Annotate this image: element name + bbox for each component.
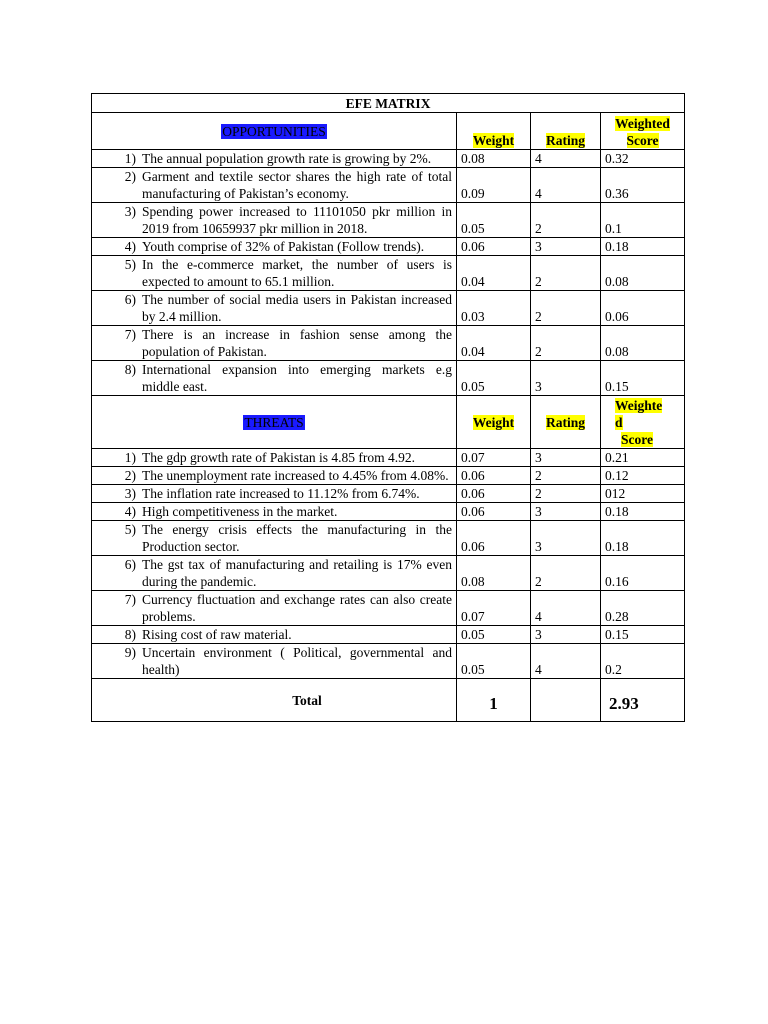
opportunity-rating: 4 [531,168,601,203]
threat-row [92,521,685,556]
opportunity-number: 8) [124,362,136,377]
opportunity-factor [92,238,457,256]
threat-text: The unemployment rate increased to 4.45% from 4.08%. [142,468,449,483]
opportunity-number: 2) [124,169,136,184]
weighted-score-header-line1: Weighte [615,398,663,413]
weighted-score-header-label: Weighted Score [615,116,670,148]
efe-matrix-table [91,93,685,722]
weighted-score-header-line3: Score [621,432,653,447]
opportunity-number: 5) [124,257,136,272]
threat-row [92,556,685,591]
opportunity-factor [92,150,457,168]
opportunity-weight: 0.09 [457,168,531,203]
opportunity-weight: 0.05 [457,203,531,238]
weight-header [457,396,531,449]
threat-number: 7) [124,592,136,607]
opportunity-row [92,168,685,203]
opportunity-weighted-score: 0.18 [601,238,685,256]
total-weighted-score: 2.93 [601,679,685,722]
opportunity-weight: 0.06 [457,238,531,256]
opportunity-factor [92,361,457,396]
opportunity-row [92,150,685,168]
threat-weighted-score: 0.15 [601,626,685,644]
opportunity-rating: 3 [531,238,601,256]
threat-text: High competitiveness in the market. [142,504,338,519]
threat-rating: 3 [531,503,601,521]
total-row [92,679,685,722]
threats-heading [92,396,457,449]
threat-weighted-score: 0.28 [601,591,685,626]
opportunity-weighted-score: 0.32 [601,150,685,168]
opportunity-weighted-score: 0.15 [601,361,685,396]
opportunity-text: Youth comprise of 32% of Pakistan (Follow trends). [142,239,425,254]
threat-weight: 0.08 [457,556,531,591]
threat-text: The gst tax of manufacturing and retailing is 17% even during the pandemic. [142,557,452,589]
opportunity-factor [92,256,457,291]
opportunity-weight: 0.05 [457,361,531,396]
threat-factor [92,521,457,556]
threat-row [92,644,685,679]
threats-label: THREATS [244,414,304,430]
opportunity-rating: 4 [531,150,601,168]
opportunity-row [92,361,685,396]
threat-row [92,591,685,626]
threat-weight: 0.06 [457,521,531,556]
opportunity-number: 6) [124,292,136,307]
opportunity-text: The number of social media users in Pakistan increased by 2.4 million. [142,292,452,324]
threat-text: The gdp growth rate of Pakistan is 4.85 from 4.92. [142,450,415,465]
threat-row [92,626,685,644]
threat-number: 3) [124,486,136,501]
opportunity-factor [92,168,457,203]
rating-header-label: Rating [545,414,585,430]
threat-weight: 0.05 [457,626,531,644]
opportunity-weighted-score: 0.36 [601,168,685,203]
title-row [92,94,685,113]
rating-header-label: Rating [545,133,585,148]
opportunity-rating: 2 [531,326,601,361]
opportunity-row [92,291,685,326]
opportunity-rating: 2 [531,203,601,238]
threat-row [92,485,685,503]
threat-text: The inflation rate increased to 11.12% from 6.74%. [142,486,420,501]
weighted-score-header-line2: d [615,415,623,430]
threat-row [92,467,685,485]
weighted-score-header [601,113,685,150]
threat-rating: 4 [531,591,601,626]
opportunity-factor [92,291,457,326]
opportunity-rating: 2 [531,291,601,326]
threat-rating: 2 [531,467,601,485]
threat-weight: 0.06 [457,485,531,503]
opportunity-row [92,326,685,361]
total-weight: 1 [457,679,531,722]
opportunity-text: In the e-commerce market, the number of users is expected to amount to 65.1 million. [142,257,452,289]
threat-weight: 0.06 [457,467,531,485]
threat-rating: 2 [531,485,601,503]
threat-row [92,503,685,521]
threat-factor [92,467,457,485]
threat-factor [92,503,457,521]
weight-header [457,113,531,150]
threat-factor [92,626,457,644]
opportunity-text: Spending power increased to 11101050 pkr million in 2019 from 10659937 pkr million in 2018. [142,204,452,236]
threat-factor [92,644,457,679]
threat-row [92,449,685,467]
threat-number: 8) [124,627,136,642]
threat-number: 9) [124,645,136,660]
opportunities-heading [92,113,457,150]
opportunity-row [92,256,685,291]
opportunity-weight: 0.03 [457,291,531,326]
total-label: Total [92,679,457,722]
threat-weighted-score: 0.18 [601,521,685,556]
opportunity-number: 7) [124,327,136,342]
threat-factor [92,556,457,591]
rating-header [531,113,601,150]
opportunity-text: The annual population growth rate is growing by 2%. [142,151,432,166]
threat-text: Currency fluctuation and exchange rates can also create problems. [142,592,452,624]
threat-text: Uncertain environment ( Political, governmental and health) [142,645,452,677]
threat-number: 1) [124,450,136,465]
threat-weighted-score: 0.21 [601,449,685,467]
threat-weighted-score: 0.2 [601,644,685,679]
threat-text: Rising cost of raw material. [142,627,292,642]
threat-number: 4) [124,504,136,519]
opportunity-weighted-score: 0.1 [601,203,685,238]
total-rating [531,679,601,722]
opportunity-weighted-score: 0.06 [601,291,685,326]
threat-rating: 2 [531,556,601,591]
threat-weight: 0.06 [457,503,531,521]
threat-factor [92,449,457,467]
matrix-title: EFE MATRIX [92,94,685,113]
weighted-score-header [601,396,685,449]
threat-weighted-score: 0.16 [601,556,685,591]
weight-header-label: Weight [472,414,515,430]
threat-factor [92,591,457,626]
threat-factor [92,485,457,503]
opportunity-factor [92,203,457,238]
opportunity-weight: 0.04 [457,256,531,291]
threat-rating: 4 [531,644,601,679]
threats-header-row [92,396,685,449]
threat-rating: 3 [531,449,601,467]
opportunity-text: Garment and textile sector shares the high rate of total manufacturing of Pakistan’s economy. [142,169,452,201]
opportunity-number: 4) [124,239,136,254]
opportunity-weighted-score: 0.08 [601,326,685,361]
threat-rating: 3 [531,626,601,644]
opportunity-weight: 0.04 [457,326,531,361]
opportunity-number: 1) [124,151,136,166]
threat-weight: 0.07 [457,591,531,626]
opportunity-row [92,203,685,238]
opportunity-number: 3) [124,204,136,219]
opportunity-factor [92,326,457,361]
opportunity-weight: 0.08 [457,150,531,168]
threat-weighted-score: 012 [601,485,685,503]
threat-number: 5) [124,522,136,537]
opportunity-text: There is an increase in fashion sense among the population of Pakistan. [142,327,452,359]
threat-rating: 3 [531,521,601,556]
threat-weighted-score: 0.18 [601,503,685,521]
opportunity-rating: 3 [531,361,601,396]
opportunity-weighted-score: 0.08 [601,256,685,291]
opportunity-row [92,238,685,256]
threat-text: The energy crisis effects the manufacturing in the Production sector. [142,522,452,554]
threat-weighted-score: 0.12 [601,467,685,485]
opportunity-rating: 2 [531,256,601,291]
threat-weight: 0.07 [457,449,531,467]
opportunities-header-row [92,113,685,150]
opportunity-text: International expansion into emerging markets e.g middle east. [142,362,452,394]
weight-header-label: Weight [472,133,515,148]
threat-number: 2) [124,468,136,483]
opportunities-label: OPPORTUNITIES [222,123,326,139]
threat-number: 6) [124,557,136,572]
rating-header [531,396,601,449]
threat-weight: 0.05 [457,644,531,679]
